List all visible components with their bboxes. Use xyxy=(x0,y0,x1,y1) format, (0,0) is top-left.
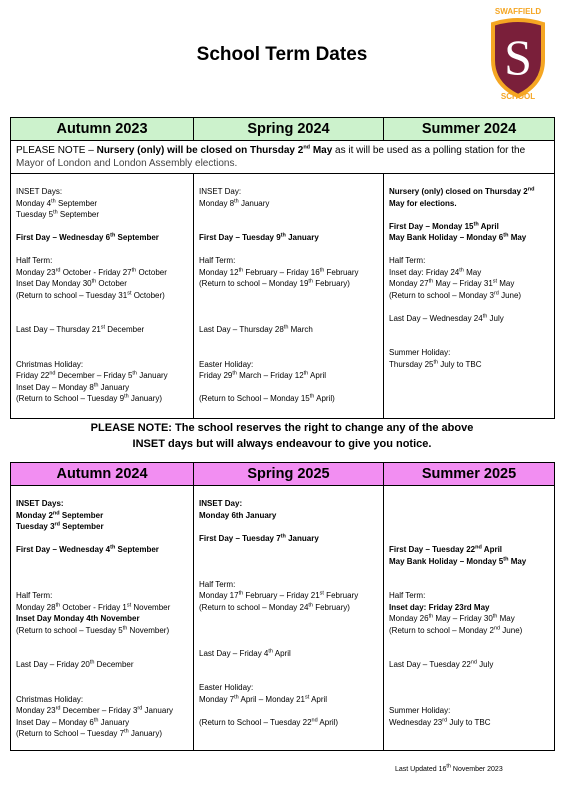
column-header: Summer 2024 xyxy=(384,118,555,141)
polling-station-note: PLEASE NOTE – Nursery (only) will be closed on Thursday 2nd May as it will be used as a polling station for the Mayor of London and London Assembly elections. xyxy=(11,141,555,174)
summer-2025-cell: First Day – Tuesday 22nd April May Bank Holiday – Monday 5th May Half Term: Inset day: Friday 23rd May Monday 26th May – Friday 30th May (Return to school – Monday 2nd June) Last Day – Tuesday 22nd July Summer Holiday: Wednesday 23rd July to TBC xyxy=(384,486,555,751)
svg-text:SCHOOL: SCHOOL xyxy=(500,92,536,100)
svg-text:SWAFFIELD: SWAFFIELD xyxy=(494,7,542,16)
column-header: Summer 2025 xyxy=(384,463,555,486)
column-header: Autumn 2024 xyxy=(11,463,194,486)
spring-2024-cell: INSET Day: Monday 8th January First Day – Tuesday 9th January Half Term: Monday 12th February – Friday 16th February (Return to school – Monday 19th February) Last Day – Thursday 28th March Easter Holiday: Friday 29th March – Friday 12th April (Return to School – Monday 15th April) xyxy=(194,174,384,419)
inset-change-notice: PLEASE NOTE: The school reserves the right to change any of the above INSET days but will always endeavour to give you notice. xyxy=(90,422,474,450)
column-header: Spring 2024 xyxy=(194,118,384,141)
autumn-2024-cell: INSET Days: Monday 2nd September Tuesday 3rd September First Day – Wednesday 4th September Half Term: Monday 28th October - Friday 1st November Inset Day Monday 4th November (Return to school – Tuesday 5th November) Last Day – Friday 20th December Christmas Holiday: Monday 23rd December – Friday 3rd January Inset Day – Monday 6th January (Return to School – Tuesday 7th January) xyxy=(11,486,194,751)
column-header: Spring 2025 xyxy=(194,463,384,486)
autumn-2023-cell: INSET Days: Monday 4th September Tuesday 5th September First Day – Wednesday 6th September Half Term: Monday 23rd October - Friday 27th October Inset Day Monday 30th October (Return to school – Tuesday 31st October) Last Day – Thursday 21st December Christmas Holiday: Friday 22nd December – Friday 5th January Inset Day – Monday 8th January (Return to School – Tuesday 9th January) xyxy=(11,174,194,419)
summer-2024-cell: Nursery (only) closed on Thursday 2nd May for elections. First Day – Monday 15th April May Bank Holiday – Monday 6th May Half Term: Inset day: Friday 24th May Monday 27th May – Friday 31st May (Return to school – Monday 3rd June) Last Day – Wednesday 24th July Summer Holiday: Thursday 25th July to TBC xyxy=(384,174,555,419)
school-logo xyxy=(487,4,549,100)
term-dates-table-2023-24 xyxy=(10,117,555,419)
spring-2025-cell: INSET Day: Monday 6th January First Day – Tuesday 7th January Half Term: Monday 17th February – Friday 21st February (Return to school – Monday 24th February) Last Day – Friday 4th April Easter Holiday: Monday 7th April – Monday 21st April (Return to School – Tuesday 22nd April) xyxy=(194,486,384,751)
column-header: Autumn 2023 xyxy=(11,118,194,141)
last-updated: Last Updated 16th November 2023 xyxy=(395,763,503,773)
term-dates-table-2024-25 xyxy=(10,462,555,751)
svg-text:S: S xyxy=(504,29,532,85)
page-title: School Term Dates xyxy=(196,44,368,65)
